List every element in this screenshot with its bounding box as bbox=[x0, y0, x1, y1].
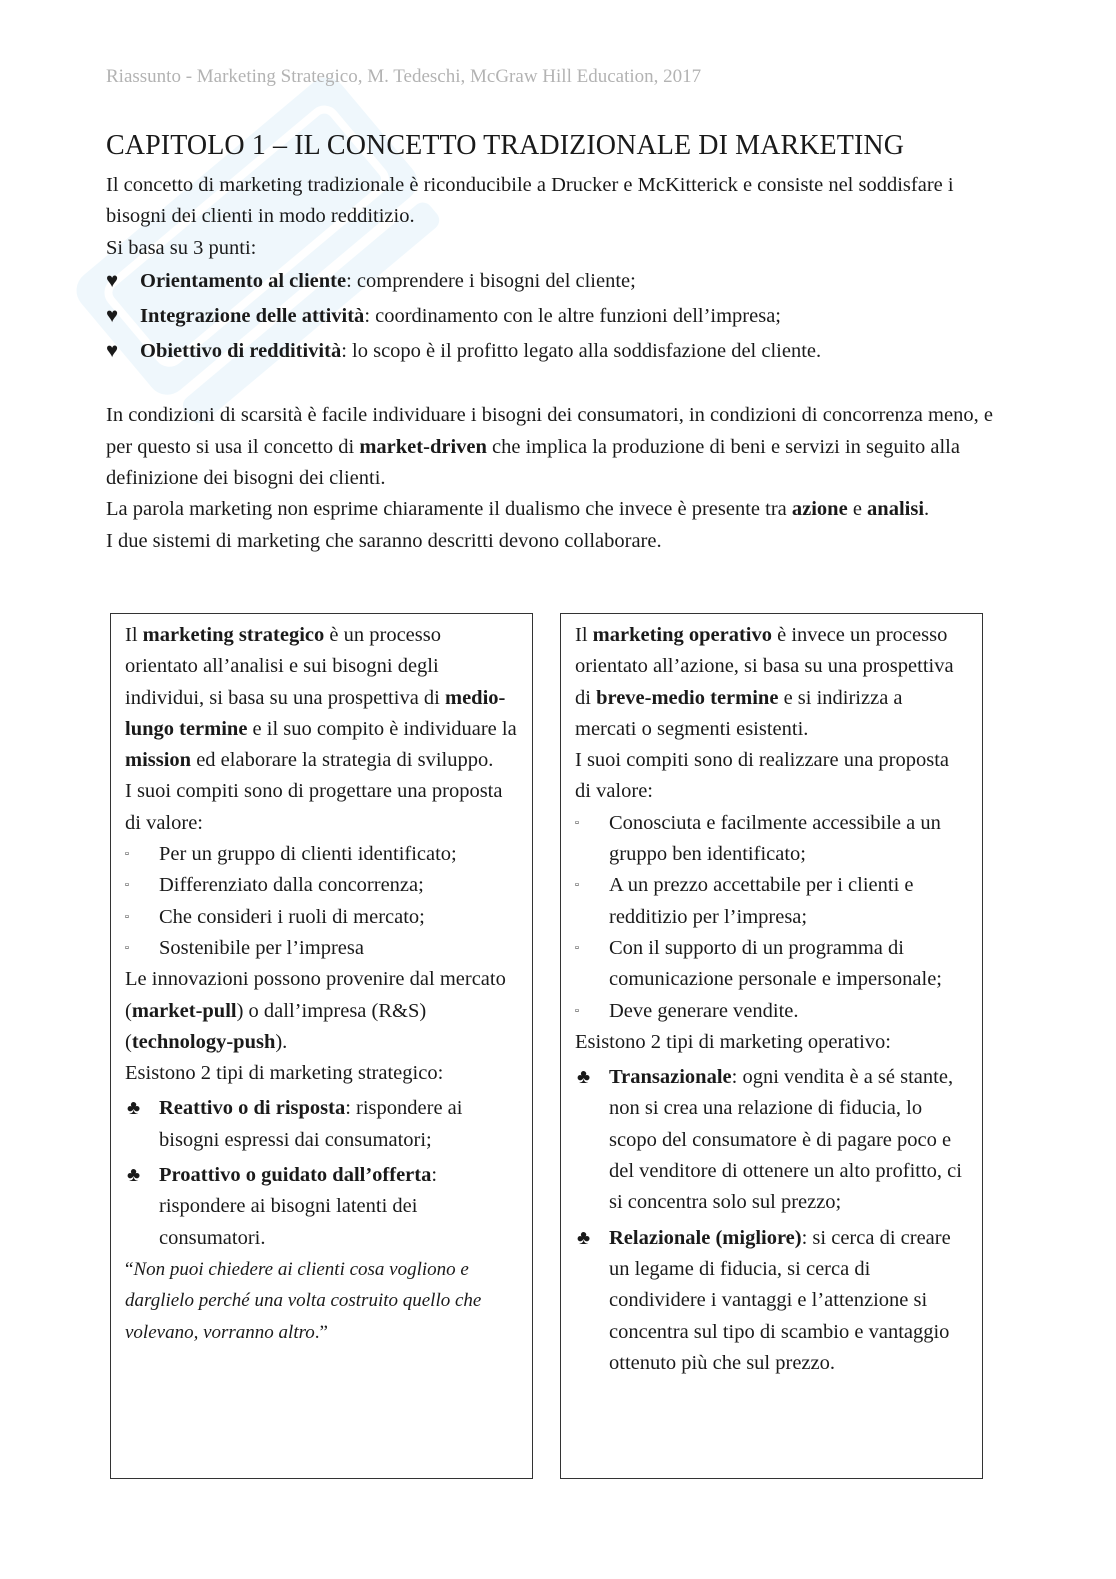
club-bullet-icon: ♣ bbox=[127, 1097, 141, 1120]
chapter-title: CAPITOLO 1 – IL CONCETTO TRADIZIONALE DI MARKETING bbox=[106, 130, 905, 161]
square-bullet-icon: ▫ bbox=[575, 1004, 579, 1017]
square-bullet-icon: ▫ bbox=[575, 816, 579, 829]
club-bullet-icon: ♣ bbox=[577, 1066, 591, 1089]
operational-tasks-intro: I suoi compiti sono di realizzare una proposta di valore: bbox=[575, 749, 950, 803]
heart-bullet-icon: ♥ bbox=[106, 340, 119, 363]
list-item: ▫ Differenziato dalla concorrenza; bbox=[125, 870, 518, 901]
quote: “Non puoi chiedere ai clienti cosa vogliono e darglielo perché una volta costruito quello che volevano, vorranno altro.” bbox=[125, 1258, 482, 1343]
square-bullet-icon: ▫ bbox=[125, 941, 129, 954]
intro-paragraph: Il concetto di marketing tradizionale è riconducibile a Drucker e McKitterick e consiste nel soddisfare i bisogni dei clienti in modo redditizio. bbox=[106, 174, 954, 228]
list-item: ♥ Orientamento al cliente: comprendere i bisogni del cliente; bbox=[106, 264, 1006, 299]
heart-bullet-icon: ♥ bbox=[106, 305, 119, 328]
operational-types-list bbox=[575, 1062, 968, 1379]
dualism-paragraph: La parola marketing non esprime chiaramente il dualismo che invece è presente tra azione e analisi. bbox=[106, 498, 930, 521]
marketing-points-list bbox=[106, 264, 1006, 369]
strategic-tasks-list bbox=[125, 839, 518, 964]
list-item: ♣ Proattivo o guidato dall’offerta: rispondere ai bisogni latenti dei consumatori. bbox=[125, 1160, 518, 1254]
square-bullet-icon: ▫ bbox=[125, 910, 129, 923]
list-item: ▫ Conosciuta e facilmente accessibile a un gruppo ben identificato; bbox=[575, 808, 968, 871]
list-item: ♣ Reattivo o di risposta: rispondere ai bisogni espressi dai consumatori; bbox=[125, 1093, 518, 1156]
points-intro: Si basa su 3 punti: bbox=[106, 236, 257, 259]
strategic-marketing-box bbox=[110, 613, 533, 1479]
heart-bullet-icon: ♥ bbox=[106, 270, 119, 293]
list-item: ▫ Che consideri i ruoli di mercato; bbox=[125, 902, 518, 933]
strategic-definition: Il marketing strategico è un processo orientato all’analisi e sui bisogni degli individui, si basa su una prospettiva di medio-lungo termine e il suo compito è individuare la mission ed elaborare la strategia di sviluppo. bbox=[125, 624, 517, 772]
innovation-paragraph: Le innovazioni possono provenire dal mercato (market-pull) o dall’impresa (R&S)(technology-push). bbox=[125, 968, 506, 1053]
list-item: ▫ Sostenibile per l’impresa bbox=[125, 933, 518, 964]
square-bullet-icon: ▫ bbox=[575, 941, 579, 954]
collaboration-paragraph: I due sistemi di marketing che saranno descritti devono collaborare. bbox=[106, 529, 662, 552]
square-bullet-icon: ▫ bbox=[575, 879, 579, 892]
strategic-types-list bbox=[125, 1093, 518, 1253]
list-item: ▫ Per un gruppo di clienti identificato; bbox=[125, 839, 518, 870]
list-item: ♣ Relazionale (migliore): si cerca di creare un legame di fiducia, si cerca di condividere i vantaggi e l’attenzione si concentra sul tipo di scambio e vantaggio ottenuto più che sul prezzo. bbox=[575, 1223, 968, 1379]
list-item: ♥ Obiettivo di redditività: lo scopo è il profitto legato alla soddisfazione del cliente. bbox=[106, 334, 1006, 369]
operational-tasks-list bbox=[575, 808, 968, 1027]
list-item: ▫ Con il supporto di un programma di comunicazione personale e impersonale; bbox=[575, 933, 968, 996]
operational-definition: Il marketing operativo è invece un processo orientato all’azione, si basa su una prospettiva di breve-medio termine e si indirizza a mercati o segmenti esistenti. bbox=[575, 624, 954, 740]
chapter-body bbox=[106, 170, 1006, 557]
strategic-types-intro: Esistono 2 tipi di marketing strategico: bbox=[125, 1062, 444, 1085]
club-bullet-icon: ♣ bbox=[127, 1164, 141, 1187]
operational-marketing-box bbox=[560, 613, 983, 1479]
market-driven-paragraph: In condizioni di scarsità è facile individuare i bisogni dei consumatori, in condizioni di concorrenza meno, e per questo si usa il concetto di market-driven che implica la produzione di beni e servizi in seguito alla definizione dei bisogni dei clienti. bbox=[106, 404, 993, 490]
square-bullet-icon: ▫ bbox=[125, 879, 129, 892]
club-bullet-icon: ♣ bbox=[577, 1226, 591, 1249]
list-item: ▫ A un prezzo accettabile per i clienti e redditizio per l’impresa; bbox=[575, 870, 968, 933]
list-item: ♥ Integrazione delle attività: coordinamento con le altre funzioni dell’impresa; bbox=[106, 299, 1006, 334]
strategic-tasks-intro: I suoi compiti sono di progettare una proposta di valore: bbox=[125, 780, 503, 834]
square-bullet-icon: ▫ bbox=[125, 848, 129, 861]
list-item: ♣ Transazionale: ogni vendita è a sé stante, non si crea una relazione di fiducia, lo scopo del consumatore è di pagare poco e del venditore di ottenere un alto profitto, ci si concentra solo sul prezzo; bbox=[575, 1062, 968, 1218]
operational-types-intro: Esistono 2 tipi di marketing operativo: bbox=[575, 1030, 891, 1053]
running-header: Riassunto - Marketing Strategico, M. Tedeschi, McGraw Hill Education, 2017 bbox=[106, 66, 702, 87]
list-item: ▫ Deve generare vendite. bbox=[575, 996, 968, 1027]
